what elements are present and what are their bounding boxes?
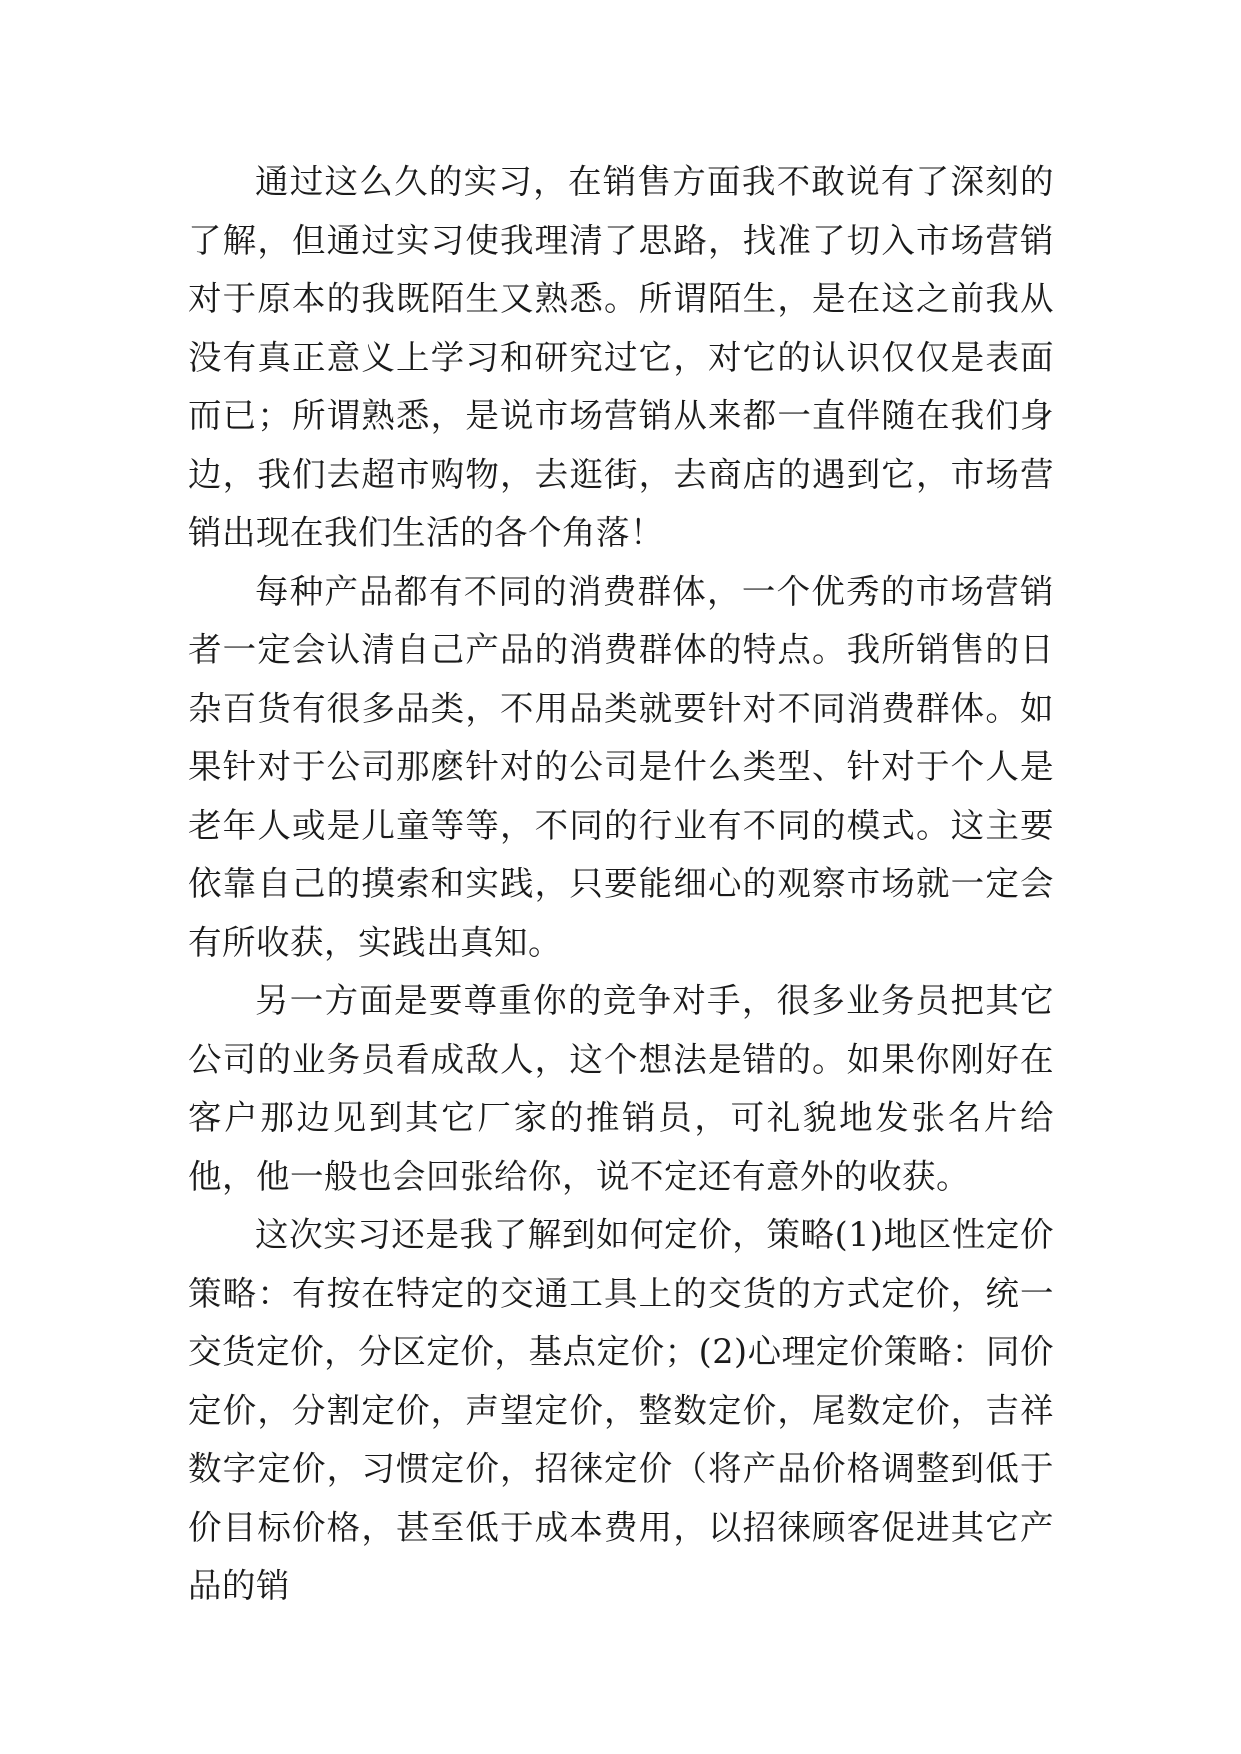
paragraph-4: 这次实习还是我了解到如何定价，策略(1)地区性定价策略：有按在特定的交通工具上的交货的方式定价，统一交货定价，分区定价，基点定价；(2)心理定价策略：同价定价，分割定价，声望定价，整数定价，尾数定价，吉祥数字定价，习惯定价，招徕定价（将产品价格调整到低于价目标价格，甚至低于成本费用，以招徕顾客促进其它产品的销	[188, 1215, 1054, 1605]
paragraph-3: 另一方面是要尊重你的竞争对手，很多业务员把其它公司的业务员看成敌人，这个想法是错的。如果你刚好在客户那边见到其它厂家的推销员，可礼貌地发张名片给他，他一般也会回张给你，说不定还有意外的收获。	[188, 981, 1054, 1196]
paragraph-2: 每种产品都有不同的消费群体，一个优秀的市场营销者一定会认清自己产品的消费群体的特点。我所销售的日杂百货有很多品类，不用品类就要针对不同消费群体。如果针对于公司那麽针对的公司是什么类型、针对于个人是老年人或是儿童等等，不同的行业有不同的模式。这主要依靠自己的摸索和实践，只要能细心的观察市场就一定会有所收获，实践出真知。	[188, 571, 1054, 962]
body-text	[188, 153, 1054, 1616]
paragraph-1: 通过这么久的实习，在销售方面我不敢说有了深刻的了解，但通过实习使我理清了思路，找准了切入市场营销对于原本的我既陌生又熟悉。所谓陌生，是在这之前我从没有真正意义上学习和研究过它，对它的认识仅仅是表面而已；所谓熟悉，是说市场营销从来都一直伴随在我们身边，我们去超市购物，去逛街，去商店的遇到它，市场营销出现在我们生活的各个角落！	[188, 162, 1054, 552]
